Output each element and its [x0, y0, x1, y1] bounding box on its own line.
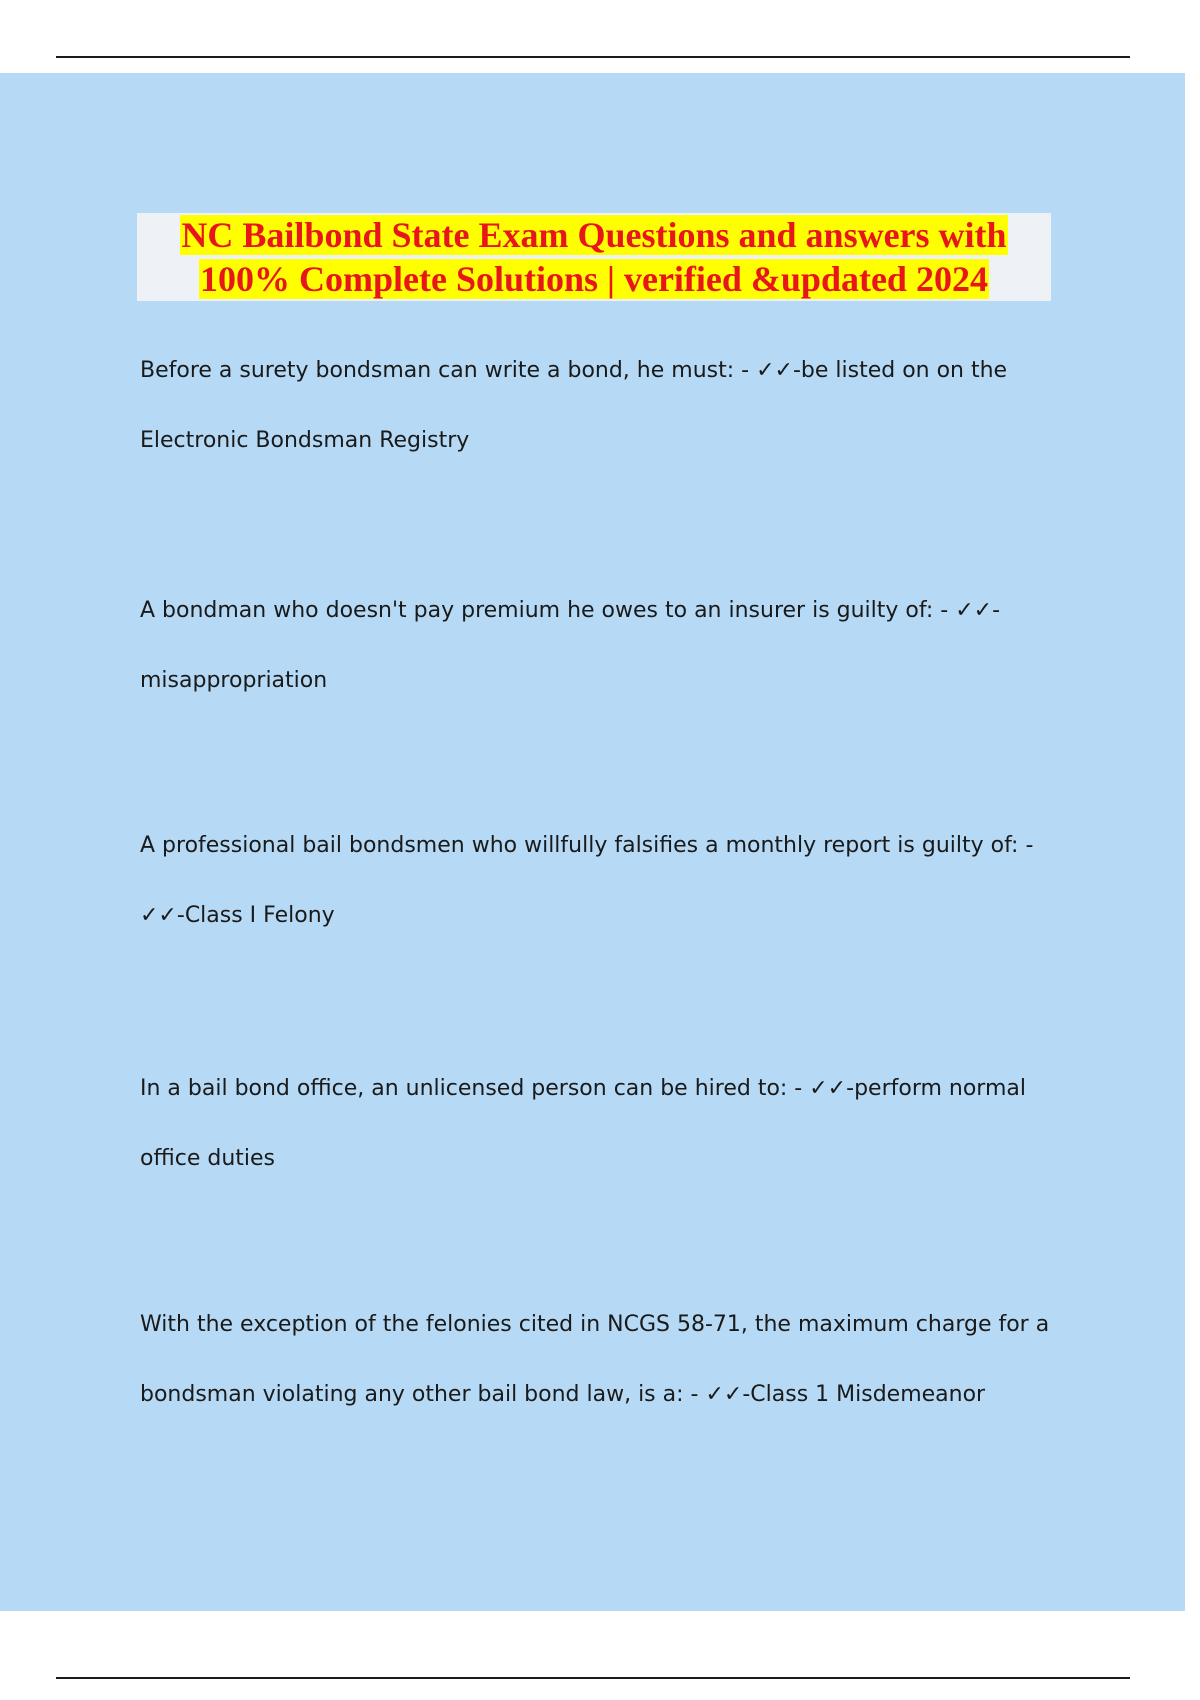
question-text: A professional bail bondsmen who willfully falsifies a monthly report is guilty of: -: [140, 833, 1034, 858]
check-icon: ✓✓: [140, 903, 177, 928]
qa-item-4: [140, 1054, 1060, 1194]
title-line-2: 100% Complete Solutions | verified &updated 2024: [200, 259, 988, 299]
answer-text: -misappropriation: [140, 598, 1001, 693]
document-title: [137, 213, 1051, 301]
check-icon: ✓✓: [705, 1382, 743, 1407]
question-text: With the exception of the felonies cited in NCGS 58-71, the maximum charge for a bondsman violating any other bail bond law, is a: -: [140, 1312, 1050, 1407]
check-icon: ✓✓: [809, 1076, 847, 1101]
check-icon: ✓✓: [955, 598, 993, 623]
header-rule: [56, 56, 1130, 58]
answer-text: -perform normal office duties: [140, 1076, 1026, 1171]
answer-text: -Class I Felony: [176, 903, 335, 928]
question-text: In a bail bond office, an unlicensed person can be hired to: -: [140, 1076, 810, 1101]
qa-item-3: [140, 811, 1060, 951]
title-line-1: NC Bailbond State Exam Questions and answers with: [181, 215, 1007, 255]
question-text: A bondman who doesn't pay premium he owes to an insurer is guilty of: -: [140, 598, 956, 623]
answer-text: -be listed on on the Electronic Bondsman Registry: [140, 358, 1008, 453]
check-icon: ✓✓: [756, 358, 793, 383]
footer-rule: [56, 1677, 1130, 1679]
answer-text: -Class 1 Misdemeanor: [742, 1382, 986, 1407]
qa-item-1: [140, 336, 1060, 476]
question-text: Before a surety bondsman can write a bond, he must: -: [140, 358, 757, 383]
qa-item-2: [140, 576, 1060, 716]
qa-item-5: [140, 1290, 1060, 1430]
